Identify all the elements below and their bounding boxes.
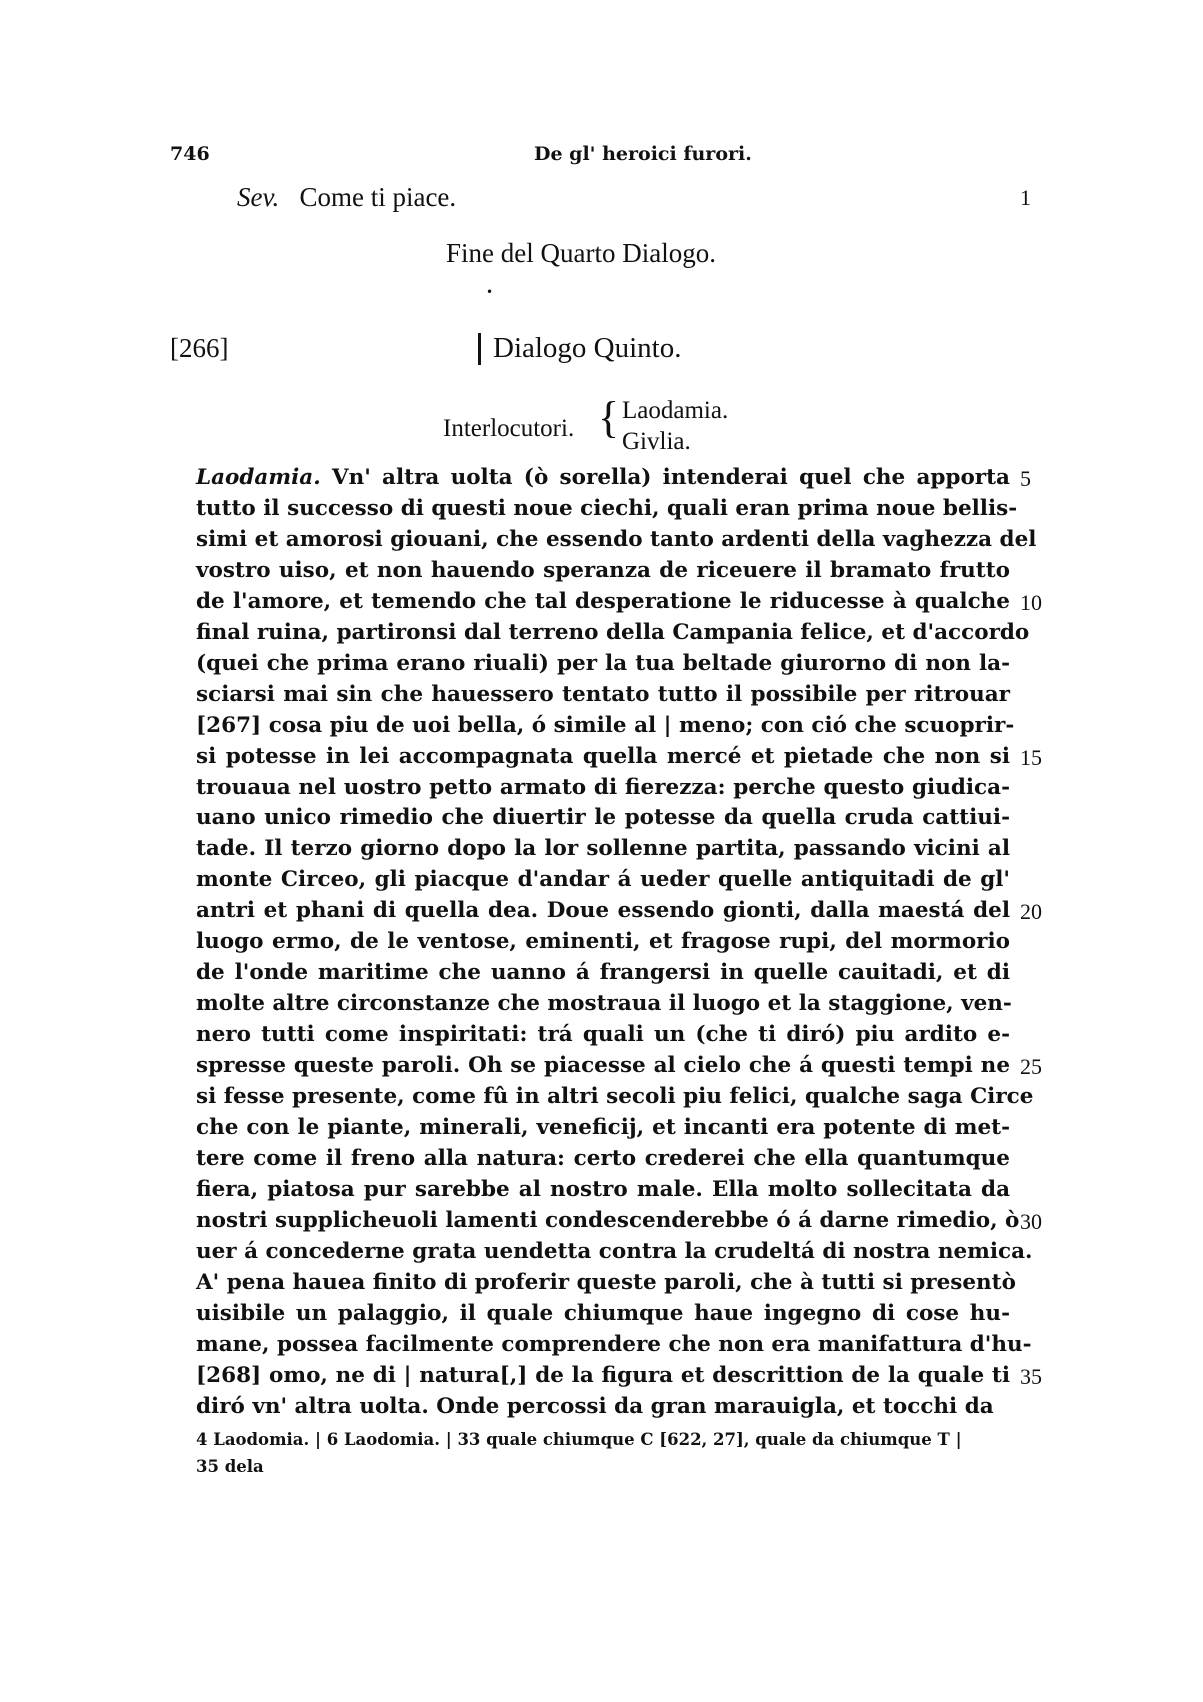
- body-line: [196, 1394, 1010, 1424]
- body-line-text: simi et amorosi giouani, che essendo tanto ardenti della vaghezza del: [196, 527, 1037, 552]
- body-line-text: A' pena hauea finito di proferir queste paroli, che à tutti si presentò: [196, 1270, 1016, 1295]
- body-line-text: uer á concederne grata uendetta contra la crudeltá di nostra nemica.: [196, 1239, 1033, 1264]
- body-line: [196, 1177, 1010, 1207]
- section-bar: [478, 333, 481, 365]
- body-line: [196, 1270, 1016, 1300]
- body-line: [196, 682, 1010, 712]
- body-line: [196, 1053, 1010, 1083]
- body-line: [196, 465, 1010, 495]
- body-line-text: final ruina, partironsi dal terreno della Campania felice, et d'accordo: [196, 620, 1030, 645]
- body-line-text: si potesse in lei accompagnata quella mercé et pietade che non si: [196, 744, 1010, 769]
- body-line: [196, 1363, 1010, 1393]
- body-line-text: uisibile un palaggio, il quale chiumque haue ingegno di cose hu-: [196, 1301, 1010, 1326]
- dialog-title: Dialogo Quinto.: [493, 332, 682, 364]
- body-line: [196, 1332, 1032, 1362]
- body-line-text: monte Circeo, gli piacque d'andar á ueder quelle antiquitadi de gl': [196, 867, 1010, 892]
- body-line-text: diró vn' altra uolta. Onde percossi da gran marauigla, et tocchi da: [196, 1394, 994, 1419]
- line-number: 25: [1020, 1054, 1042, 1079]
- line-number: 20: [1020, 899, 1042, 924]
- opening-text: Come ti piace.: [299, 182, 457, 212]
- body-line-text: tade. Il terzo giorno dopo la lor sollenne partita, passando vicini al: [196, 836, 1010, 861]
- body-line-text: antri et phani di quella dea. Doue essendo gionti, dalla maestá del: [196, 898, 1010, 923]
- body-line-text: uano unico rimedio che diuertir le potesse da quella cruda cattiui-: [196, 805, 1010, 830]
- footnote-line-1: 4 Laodomia. | 6 Laodomia. | 33 quale chiumque C [622, 27], quale da chiumque T |: [196, 1430, 962, 1449]
- body-line: [196, 589, 1010, 619]
- body-line: [196, 867, 1010, 897]
- body-line-text: mane, possea facilmente comprendere che non era manifattura d'hu-: [196, 1332, 1032, 1357]
- running-title: De gl' heroici furori.: [534, 143, 752, 165]
- body-line-text: spresse queste paroli. Oh se piacesse al cielo che á questi tempi ne: [196, 1053, 1010, 1078]
- opening-line: [237, 182, 456, 213]
- body-line-text: nero tutti come inspiritati: trá quali un (che ti diró) piu ardito e-: [196, 1022, 1010, 1047]
- line-number-1: 1: [1020, 185, 1031, 210]
- body-line-text: Vn' altra uolta (ò sorella) intenderai quel che apporta: [331, 465, 1010, 490]
- body-line: [196, 1239, 1033, 1269]
- body-line-text: trouaua nel uostro petto armato di fierezza: perche questo giudica-: [196, 775, 1010, 800]
- footnote-line-2: 35 dela: [196, 1457, 264, 1476]
- body-line: [196, 496, 1018, 526]
- body-line-text: tutto il successo di questi noue ciechi, quali eran prima noue bellis-: [196, 496, 1018, 521]
- bullet-mark: •: [486, 285, 494, 299]
- body-line-text: nostri supplicheuoli lamenti condescenderebbe ó á darne rimedio, ò: [196, 1208, 1020, 1233]
- line-number: 30: [1020, 1209, 1042, 1234]
- body-line: [196, 527, 1037, 557]
- body-line: [196, 558, 1010, 588]
- body-line-text: [267] cosa piu de uoi bella, ó simile al | meno; con ció che scuoprir-: [196, 713, 1015, 738]
- body-line: [196, 960, 1010, 990]
- line-number: 10: [1020, 590, 1042, 615]
- body-line: [196, 1115, 1010, 1145]
- body-line-text: [268] omo, ne di | natura[,] de la figura et descrittion de la quale ti: [196, 1363, 1010, 1388]
- body-line-text: de l'amore, et temendo che tal desperatione le riducesse à qualche: [196, 589, 1010, 614]
- body-line: [196, 620, 1030, 650]
- body-line-text: fiera, piatosa pur sarebbe al nostro male. Ella molto sollecitata da: [196, 1177, 1010, 1202]
- body-line: [196, 991, 1010, 1021]
- body-line-text: vostro uiso, et non hauendo speranza de riceuere il bramato frutto: [196, 558, 1010, 583]
- end-title: Fine del Quarto Dialogo.: [446, 238, 716, 268]
- page-marker-266: [266]: [170, 333, 229, 363]
- body-line-text: tere come il freno alla natura: certo crederei che ella quantumque: [196, 1146, 1010, 1171]
- line-number: 35: [1020, 1364, 1042, 1389]
- body-line: [196, 836, 1010, 866]
- body-line: [196, 805, 1010, 835]
- speaker-sev: Sev.: [237, 182, 280, 212]
- body-line: [196, 898, 1010, 928]
- page-number: 746: [170, 143, 210, 165]
- body-line-text: molte altre circonstanze che mostraua il luogo et la staggione, ven-: [196, 991, 1012, 1016]
- speaker-laodamia: Laodamia.: [196, 465, 321, 490]
- body-line: [196, 1208, 1020, 1238]
- body-line-text: che con le piante, minerali, veneficij, et incanti era potente di met-: [196, 1115, 1010, 1140]
- body-line-text: sciarsi mai sin che hauessero tentato tutto il possibile per ritrouar: [196, 682, 1010, 707]
- brace-symbol: {: [598, 393, 620, 442]
- interlocutors-label: Interlocutori.: [443, 415, 575, 442]
- body-line: [196, 775, 1010, 805]
- body-line-text: de l'onde maritime che uanno á frangersi in quelle cauitadi, et di: [196, 960, 1010, 985]
- body-line: [196, 929, 1010, 959]
- body-line-text: si fesse presente, come fû in altri secoli piu felici, qualche saga Circe: [196, 1084, 1034, 1109]
- body-line: [196, 1301, 1010, 1331]
- interlocutor-laodamia: Laodamia.: [622, 397, 729, 424]
- body-line-text: (quei che prima erano riuali) per la tua beltade giurorno di non la-: [196, 651, 1010, 676]
- body-line: [196, 1084, 1034, 1114]
- body-line: [196, 1022, 1010, 1052]
- body-line: [196, 651, 1010, 681]
- body-line: [196, 713, 1015, 743]
- line-number: 15: [1020, 745, 1042, 770]
- body-line: [196, 744, 1010, 774]
- body-line-text: luogo ermo, de le ventose, eminenti, et fragose rupi, del mormorio: [196, 929, 1010, 954]
- interlocutor-givlia: Givlia.: [622, 428, 691, 455]
- line-number: 5: [1020, 466, 1031, 491]
- body-line: [196, 1146, 1010, 1176]
